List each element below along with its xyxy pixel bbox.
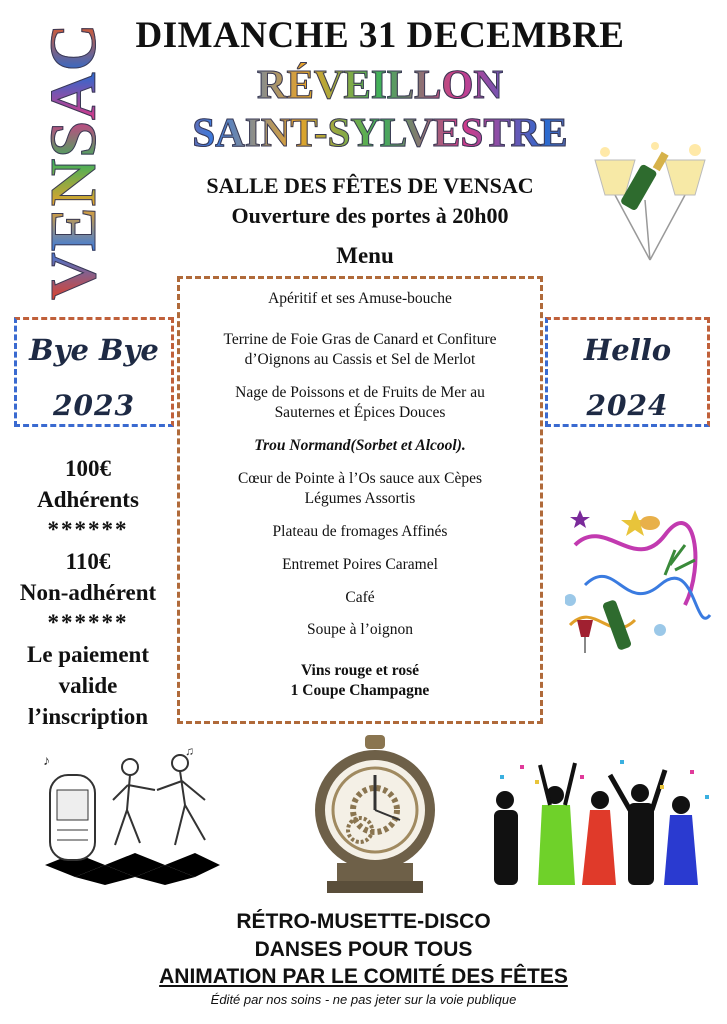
menu-item: Apéritif et ses Amuse-bouche xyxy=(268,290,452,307)
menu-item: Soupe à l’oignon xyxy=(307,621,413,638)
menu-item: Vins rouge et rosé xyxy=(300,662,420,679)
menu-item: Trou Normand(Sorbet et Alcool). xyxy=(254,437,466,454)
menu-item: Plateau de fromages Affinés xyxy=(272,523,448,540)
menu-item: Nage de Poissons et de Fruits de Mer au xyxy=(235,384,485,401)
svg-text:♪: ♪ xyxy=(43,754,50,769)
side-title-vensac: VENSAC xyxy=(37,22,110,300)
member-label: Adhérents xyxy=(37,487,139,512)
separator: ****** xyxy=(47,610,129,635)
payment-text: l’inscription xyxy=(27,704,149,729)
svg-text:♫: ♫ xyxy=(185,745,194,758)
payment-text: Le paiement xyxy=(26,642,149,667)
menu-item: Café xyxy=(345,589,375,606)
doors-opening-text: Ouverture des portes à 20h00 xyxy=(231,203,509,228)
menu-item: Sauternes et Épices Douces xyxy=(274,404,446,421)
title-saint-sylvestre: SAINT-SYLVESTRE xyxy=(120,108,640,156)
venue-text: SALLE DES FÊTES DE VENSAC xyxy=(206,173,534,198)
footer-line-3: ANIMATION PAR LE COMITÉ DES FÊTES xyxy=(159,965,568,988)
nonmember-label: Non-adhérent xyxy=(19,580,157,605)
skeleton-clock-icon xyxy=(315,735,435,895)
menu-item: Cœur de Pointe à l’Os sauce aux Cèpes xyxy=(237,470,483,487)
footer-line-2: DANSES POUR TOUS xyxy=(254,938,473,961)
retro-dancers-jukebox-icon xyxy=(35,745,225,885)
payment-text: valide xyxy=(58,673,118,698)
menu-item: Terrine de Foie Gras de Canard et Confiture xyxy=(223,331,497,348)
party-crowd-silhouettes-icon xyxy=(480,755,715,890)
menu-item: Légumes Assortis xyxy=(304,490,416,507)
hello-label: Hello xyxy=(583,333,672,367)
champagne-glasses-icon xyxy=(585,140,715,265)
title-reveillon: RÉVEILLON xyxy=(140,60,620,108)
footer-note: Édité par nos soins - ne pas jeter sur la voie publique xyxy=(210,992,517,1007)
member-price: 100€ xyxy=(65,456,111,481)
menu-item: Entremet Poires Caramel xyxy=(282,556,438,573)
separator: ****** xyxy=(47,517,129,542)
bye-bye-box xyxy=(14,317,174,427)
menu-item: d’Oignons au Cassis et Sel de Merlot xyxy=(244,351,476,368)
bye-bye-year: 2023 xyxy=(53,389,135,422)
nonmember-price: 110€ xyxy=(65,549,111,574)
event-date: DIMANCHE 31 DECEMBRE xyxy=(135,15,625,56)
menu-heading: Menu xyxy=(336,243,394,268)
confetti-party-icon xyxy=(565,505,715,660)
footer-line-1: RÉTRO-MUSETTE-DISCO xyxy=(236,910,491,933)
menu-item: 1 Coupe Champagne xyxy=(290,682,430,699)
hello-year: 2024 xyxy=(586,389,669,422)
hello-box xyxy=(545,317,710,427)
bye-bye-label: Bye Bye xyxy=(29,333,159,367)
